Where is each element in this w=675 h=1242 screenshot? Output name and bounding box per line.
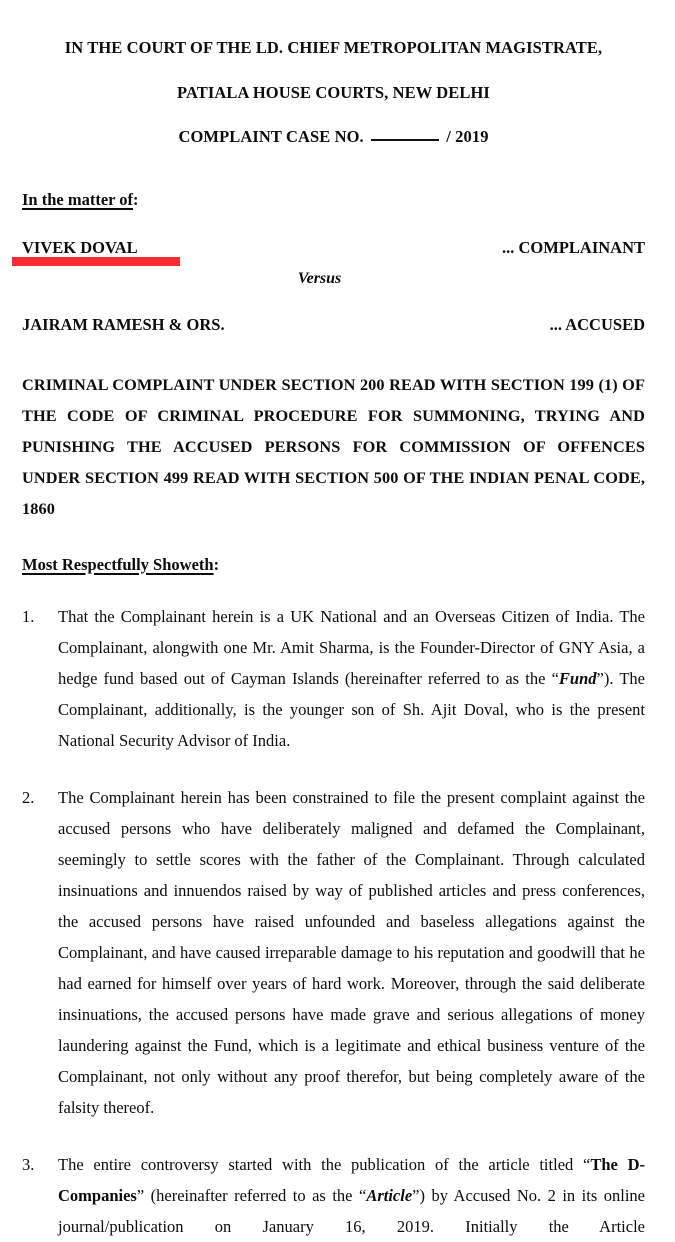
complainant-row	[22, 238, 645, 258]
case-number-suffix: / 2019	[446, 127, 489, 146]
redaction-highlight-bar	[12, 257, 180, 266]
case-number-line	[22, 129, 645, 146]
case-number-prefix: COMPLAINT CASE NO.	[178, 127, 364, 146]
document-content	[22, 30, 645, 1242]
case-number-blank	[371, 139, 439, 141]
versus-label: Versus	[297, 269, 342, 287]
paragraph-number: 2.	[22, 787, 35, 807]
showeth-heading-label: Most Respectfully Showeth	[22, 554, 214, 574]
paragraph-body	[58, 601, 645, 756]
complainant-role: ... COMPLAINANT	[502, 237, 645, 257]
paragraph-text-segment: ”) by Accused No. 2 in its online journal/publication on January 16, 2019. Initially the Article	[58, 1185, 645, 1236]
paragraph-number: 3.	[22, 1154, 35, 1174]
matter-heading	[22, 190, 645, 210]
court-heading-line-2: PATIALA HOUSE COURTS, NEW DELHI	[177, 82, 490, 102]
accused-name: JAIRAM RAMESH & ORS.	[22, 314, 225, 334]
complainant-name-wrapper	[22, 238, 138, 258]
article-title-the-d-companies: The D-Companies	[58, 1154, 646, 1205]
paragraph-text-segment: ” (hereinafter referred to as the “	[136, 1185, 367, 1205]
matter-heading-colon: :	[133, 189, 139, 209]
numbered-paragraph	[22, 601, 645, 756]
paragraph-body: The Complainant herein has been constrained to file the present complaint against the accused persons who have deliberately maligned and defamed the Complainant, seemingly to settle scores with the father of the Complainant. Through calculated insinuations and innuendos raised by way of published articles and press conferences, the accused persons have raised unfounded and baseless allegations against the Complainant, and have caused irreparable damage to his reputation and goodwill that he had earned for himself over years of hard work. Moreover, through the said deliberate insinuations, the accused persons have made grave and serious allegations of money laundering against the Fund, which is a legitimate and ethical business venture of the Complainant, not only without any proof therefor, but being completely aware of the falsity thereof.	[58, 787, 645, 1117]
paragraph-text-segment: That the Complainant herein is a UK National and an Overseas Citizen of India. The Complainant, alongwith one Mr. Amit Sharma, is the Founder-Director of GNY Asia, a hedge fund based out of Cayman Islands (hereinafter referred to as the “	[58, 606, 645, 688]
showeth-heading	[22, 555, 645, 575]
accused-row	[22, 315, 645, 335]
paragraph-text-segment: The entire controversy started with the publication of the article titled “	[58, 1154, 591, 1174]
charge-title: CRIMINAL COMPLAINT UNDER SECTION 200 READ WITH SECTION 199 (1) OF THE CODE OF CRIMINAL PROCEDURE FOR SUMMONING, TRYING AND PUNISHING THE ACCUSED PERSONS FOR COMMISSION OF OFFENCES UNDER SECTION 499 READ WITH SECTION 500 OF THE INDIAN PENAL CODE, 1860	[22, 374, 645, 518]
paragraph-body	[58, 1149, 645, 1242]
accused-role: ... ACCUSED	[549, 314, 645, 334]
complainant-name: VIVEK DOVAL	[22, 237, 138, 257]
defined-term-fund: Fund	[558, 668, 597, 688]
paragraph-text-segment: ”). The Complainant, additionally, is the younger son of Sh. Ajit Doval, who is the present National Security Advisor of India.	[58, 668, 645, 750]
numbered-paragraph	[22, 1149, 645, 1242]
defined-term-article: Article	[366, 1185, 413, 1205]
paragraph-number: 1.	[22, 606, 35, 626]
showeth-heading-colon: :	[213, 554, 220, 574]
court-heading-line-1: IN THE COURT OF THE LD. CHIEF METROPOLITAN MAGISTRATE,	[64, 38, 603, 57]
court-heading	[22, 40, 645, 146]
matter-heading-label: In the matter of	[22, 189, 134, 209]
numbered-paragraph	[22, 782, 645, 1123]
